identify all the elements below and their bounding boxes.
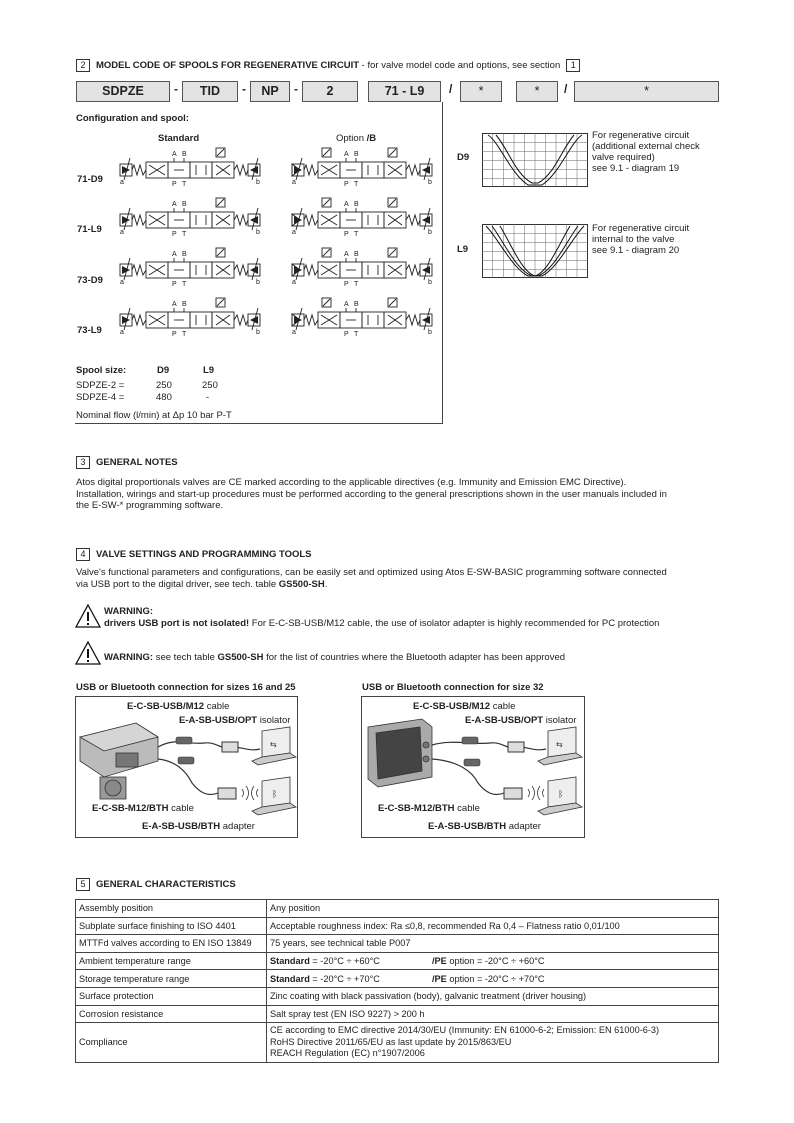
port-b-label: B <box>354 301 359 308</box>
label-bth-cable: E-C-SB-M12/BTH cable <box>92 803 194 814</box>
label-isolator: E-A-SB-USB/OPT isolator <box>179 715 291 726</box>
port-t-label: T <box>354 181 359 188</box>
solenoid-b-label: b <box>256 279 260 286</box>
table-row <box>76 1023 719 1063</box>
value: - <box>206 392 210 403</box>
column-l9: L9 <box>203 365 215 376</box>
code-box-size: 2 <box>302 81 358 102</box>
port-a-label: A <box>344 201 349 208</box>
valve-symbol <box>120 198 260 230</box>
table-key: Assembly position <box>76 900 267 918</box>
port-b-label: B <box>182 201 187 208</box>
row-sdpze-2: SDPZE-2 = <box>76 380 125 391</box>
section-number: 2 <box>76 59 90 72</box>
value: 480 <box>156 392 172 403</box>
config-label: Configuration and spool: <box>76 113 189 124</box>
label-bth-cable: E-C-SB-M12/BTH cable <box>378 803 480 814</box>
laptop-bluetooth <box>252 777 296 815</box>
table-row <box>76 987 719 1005</box>
driver-image <box>368 719 432 787</box>
label-bth-adapter: E-A-SB-USB/BTH adapter <box>428 821 541 832</box>
port-t-label: T <box>182 181 187 188</box>
solenoid-a-label: a <box>120 179 124 186</box>
label-usb-cable: E-C-SB-USB/M12 cable <box>413 701 516 712</box>
port-p-label: P <box>172 281 177 288</box>
port-a-label: A <box>344 151 349 158</box>
section-title: GENERAL CHARACTERISTICS <box>96 879 236 890</box>
code-box-spool: 71 - L9 <box>368 81 441 102</box>
port-p-label: P <box>172 331 177 338</box>
diagram-label-d9: D9 <box>457 152 470 163</box>
value: 250 <box>202 380 218 391</box>
table-value: CE according to EMC directive 2014/30/EU (Immunity: EN 61000-6-2; Emission: EN 61000-6-3) RoHS Directive 2011/65/EU as last update by 2015/863/EU REACH Regulation (EC) n°1907/2006 <box>267 1023 719 1063</box>
port-b-label: B <box>354 151 359 158</box>
solenoid-a-label: a <box>120 279 124 286</box>
solenoid-b-label: b <box>256 229 260 236</box>
code-separator: - <box>294 82 298 96</box>
solenoid-b-label: b <box>428 329 432 336</box>
port-t-label: T <box>182 331 187 338</box>
table-value: Standard = -20°C ÷ +70°C /PE option = -20°C ÷ +70°C <box>267 970 719 988</box>
svg-text:⇆: ⇆ <box>556 740 563 749</box>
spool-size-label: Spool size: <box>76 365 127 376</box>
general-notes-text: Atos digital proportionals valves are CE marked according to the applicable directives (e.g. Immunity and Emission EMC Directive). Installation, wirings and start-up procedures must be performed according to the general prescriptions shown in the user manuals included in the E-SW-* programming software. <box>76 477 667 511</box>
valve-symbol <box>292 148 432 180</box>
code-box-option-2: * <box>516 81 558 102</box>
laptop-usb <box>538 727 582 765</box>
table-value: Acceptable roughness index: Ra ≤0,8, recommended Ra 0,4 – Flatness ratio 0,01/100 <box>267 917 719 935</box>
solenoid-b-label: b <box>428 279 432 286</box>
table-value: Zinc coating with black passivation (body), galvanic treatment (driver housing) <box>267 987 719 1005</box>
section-number: 3 <box>76 456 90 469</box>
solenoid-a-label: a <box>292 179 296 186</box>
valve-image <box>80 723 158 799</box>
code-separator: / <box>564 82 568 96</box>
label-bth-adapter: E-A-SB-USB/BTH adapter <box>142 821 255 832</box>
label-usb-cable: E-C-SB-USB/M12 cable <box>127 701 230 712</box>
valve-symbol <box>120 148 260 180</box>
warning-bluetooth: WARNING: see tech table GS500-SH for the list of countries where the Bluetooth adapter has been approved <box>104 652 566 663</box>
table-key: MTTFd valves according to EN ISO 13849 <box>76 935 267 953</box>
section-number: 5 <box>76 878 90 891</box>
code-box-type: TID <box>182 81 238 102</box>
solenoid-b-label: b <box>256 179 260 186</box>
port-a-label: A <box>172 201 177 208</box>
standard-heading: Standard <box>158 133 200 144</box>
divider <box>442 102 443 424</box>
laptop-bluetooth <box>538 777 582 815</box>
value: 250 <box>156 380 172 391</box>
solenoid-b-label: b <box>428 229 432 236</box>
table-row <box>76 935 719 953</box>
valve-symbol <box>292 248 432 280</box>
port-a-label: A <box>172 301 177 308</box>
hydraulic-symbols <box>118 140 440 350</box>
svg-text:ᛒ: ᛒ <box>558 789 564 799</box>
section-title: GENERAL NOTES <box>96 457 178 468</box>
port-p-label: P <box>344 281 349 288</box>
table-key: Compliance <box>76 1023 267 1063</box>
warning-usb: WARNING: drivers USB port is not isolated! For E-C-SB-USB/M12 cable, the use of isolator adapter is highly recommended for PC protection <box>104 606 660 629</box>
isolator-image <box>222 742 238 752</box>
code-box-option-3: * <box>574 81 719 102</box>
table-key: Corrosion resistance <box>76 1005 267 1023</box>
solenoid-a-label: a <box>292 229 296 236</box>
flow-diagram-d9 <box>482 133 588 187</box>
port-t-label: T <box>354 281 359 288</box>
section-title: MODEL CODE OF SPOOLS FOR REGENERATIVE CIRCUIT - for valve model code and options, see section <box>96 60 561 71</box>
port-p-label: P <box>344 181 349 188</box>
section-2-header <box>76 59 580 72</box>
table-value: Standard = -20°C ÷ +60°C /PE option = -20°C ÷ +60°C <box>267 952 719 970</box>
svg-text:ᛒ: ᛒ <box>272 789 278 799</box>
code-separator: - <box>242 82 246 96</box>
port-a-label: A <box>172 151 177 158</box>
solenoid-a-label: a <box>120 329 124 336</box>
port-t-label: T <box>354 331 359 338</box>
section-4-header <box>76 548 312 561</box>
table-row <box>76 952 719 970</box>
table-row <box>76 900 719 918</box>
solenoid-a-label: a <box>292 279 296 286</box>
port-p-label: P <box>344 331 349 338</box>
solenoid-b-label: b <box>256 329 260 336</box>
diagram-label-l9: L9 <box>457 244 469 255</box>
isolator-image <box>508 742 524 752</box>
valve-symbol <box>120 248 260 280</box>
table-key: Surface protection <box>76 987 267 1005</box>
port-a-label: A <box>344 251 349 258</box>
code-box-option-1: * <box>460 81 502 102</box>
port-t-label: T <box>354 231 359 238</box>
valve-symbol <box>120 298 260 330</box>
section-3-header <box>76 456 178 469</box>
table-key: Ambient temperature range <box>76 952 267 970</box>
code-separator: / <box>449 82 453 96</box>
code-box-series: SDPZE <box>76 81 170 102</box>
spool-label-73-d9: 73-D9 <box>77 275 103 286</box>
port-b-label: B <box>182 251 187 258</box>
settings-text: Valve's functional parameters and configurations, can be easily set and optimized using Atos E-SW-BASIC programming software connected via USB port to the digital driver, see tech. table GS500-SH. <box>76 567 667 590</box>
nominal-flow-note: Nominal flow (l/min) at Δp 10 bar P-T <box>76 410 232 421</box>
l9-note: For regenerative circuit internal to the valve see 9.1 - diagram 20 <box>592 223 690 256</box>
bth-adapter-image <box>504 788 522 799</box>
connection-diagram-16-25 <box>75 696 298 838</box>
port-p-label: P <box>172 231 177 238</box>
code-separator: - <box>174 82 178 96</box>
section-number: 4 <box>76 548 90 561</box>
flow-diagram-l9 <box>482 224 588 278</box>
port-b-label: B <box>182 301 187 308</box>
port-b-label: B <box>354 201 359 208</box>
port-b-label: B <box>354 251 359 258</box>
table-value: Any position <box>267 900 719 918</box>
general-characteristics-table <box>75 899 719 1063</box>
d9-note: For regenerative circuit (additional external check valve required) see 9.1 - diagram 19 <box>592 130 700 174</box>
table-value: 75 years, see technical table P007 <box>267 935 719 953</box>
row-sdpze-4: SDPZE-4 = <box>76 392 125 403</box>
table-row <box>76 970 719 988</box>
spool-label-71-l9: 71-L9 <box>77 224 102 235</box>
laptop-usb <box>252 727 296 765</box>
table-row <box>76 1005 719 1023</box>
port-a-label: A <box>172 251 177 258</box>
column-d9: D9 <box>157 365 170 376</box>
spool-label-71-d9: 71-D9 <box>77 174 103 185</box>
section-title: VALVE SETTINGS AND PROGRAMMING TOOLS <box>96 549 312 560</box>
section-5-header <box>76 878 236 891</box>
svg-text:⇆: ⇆ <box>270 740 277 749</box>
valve-symbol <box>292 298 432 330</box>
table-value: Salt spray test (EN ISO 9227) > 200 h <box>267 1005 719 1023</box>
label-isolator: E-A-SB-USB/OPT isolator <box>465 715 577 726</box>
port-t-label: T <box>182 281 187 288</box>
spool-label-73-l9: 73-L9 <box>77 325 102 336</box>
table-key: Storage temperature range <box>76 970 267 988</box>
port-t-label: T <box>182 231 187 238</box>
section-ref: 1 <box>566 59 580 72</box>
valve-symbol <box>292 198 432 230</box>
divider <box>75 423 443 424</box>
port-p-label: P <box>344 231 349 238</box>
connection-title-32: USB or Bluetooth connection for size 32 <box>362 682 544 693</box>
bth-adapter-image <box>218 788 236 799</box>
solenoid-a-label: a <box>292 329 296 336</box>
port-a-label: A <box>344 301 349 308</box>
table-key: Subplate surface finishing to ISO 4401 <box>76 917 267 935</box>
port-p-label: P <box>172 181 177 188</box>
solenoid-b-label: b <box>428 179 432 186</box>
table-row <box>76 917 719 935</box>
solenoid-a-label: a <box>120 229 124 236</box>
warning-icon <box>75 604 101 628</box>
connection-title-16-25: USB or Bluetooth connection for sizes 16 and 25 <box>76 682 296 693</box>
port-b-label: B <box>182 151 187 158</box>
connection-diagram-32 <box>361 696 585 838</box>
option-b-heading: Option /B <box>336 133 377 144</box>
code-box-feedback: NP <box>250 81 290 102</box>
warning-icon <box>75 641 101 665</box>
